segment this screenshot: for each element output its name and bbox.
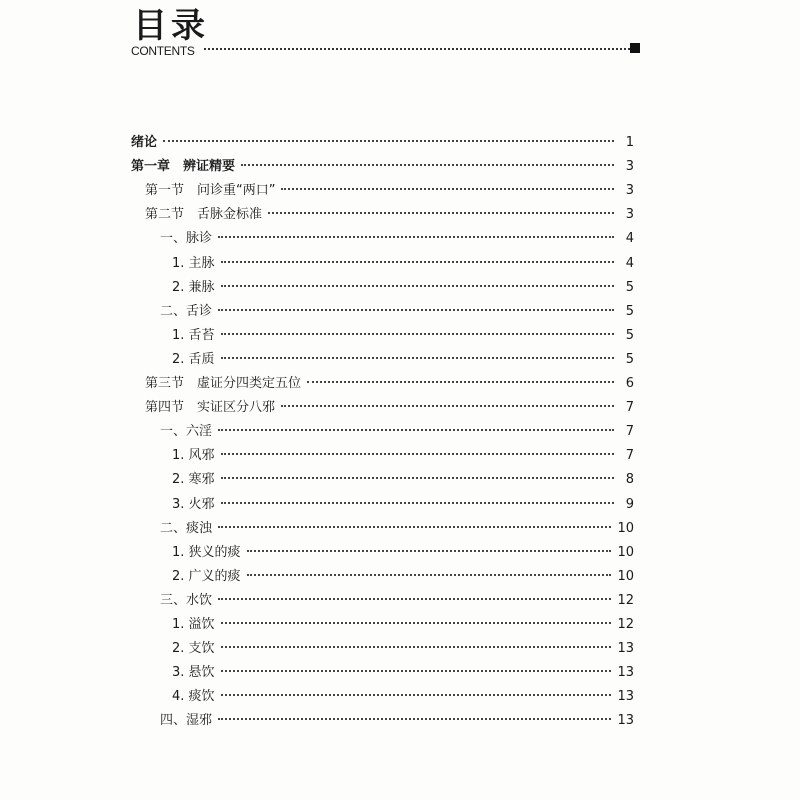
toc-dot-leader: [218, 718, 611, 720]
toc-entry-page: 13: [617, 689, 634, 705]
toc-entry[interactable]: [172, 348, 634, 372]
toc-dot-leader: [221, 453, 614, 455]
toc-dot-leader: [218, 526, 611, 528]
toc-entry-page: 13: [617, 665, 634, 681]
page-header: [0, 0, 800, 80]
toc-entry[interactable]: [131, 155, 634, 179]
toc-entry-label: 2. 舌质: [172, 351, 215, 367]
toc-entry-page: 4: [625, 231, 634, 247]
toc-dot-leader: [247, 574, 612, 576]
toc-entry-page: 10: [617, 520, 634, 536]
toc-entry-label: 第一节 问诊重“两口”: [145, 183, 276, 199]
toc-dot-leader: [221, 285, 614, 287]
toc-entry-page: 4: [625, 255, 634, 271]
toc-entry-page: 7: [625, 400, 634, 416]
toc-entry-page: 9: [625, 496, 634, 512]
toc-entry-label: 3. 悬饮: [172, 665, 215, 681]
toc-entry-page: 3: [625, 207, 634, 223]
toc-entry-page: 12: [617, 617, 634, 632]
toc-dot-leader: [281, 405, 614, 407]
toc-entry[interactable]: [131, 131, 634, 155]
toc-dot-leader: [218, 309, 614, 311]
toc-entry-label: 1. 舌苔: [172, 327, 215, 343]
toc-entry[interactable]: [145, 203, 634, 227]
header-dotted-rule: [204, 48, 630, 50]
page-title: 目录: [133, 6, 209, 46]
toc-entry[interactable]: [145, 372, 634, 396]
toc-entry-page: 5: [625, 279, 634, 295]
toc-entry-label: 第一章 辨证精要: [131, 159, 236, 175]
toc-entry[interactable]: [172, 252, 634, 276]
header-square-marker: [630, 43, 640, 53]
toc-entry[interactable]: [160, 300, 634, 324]
toc-entry-page: 10: [617, 544, 634, 560]
toc-entry-label: 四、湿邪: [160, 713, 213, 729]
toc-entry[interactable]: [145, 179, 634, 203]
toc-entry-label: 2. 寒邪: [172, 472, 215, 488]
toc-dot-leader: [281, 188, 614, 190]
toc-entry[interactable]: [172, 613, 634, 637]
toc-entry-page: 10: [617, 568, 634, 584]
toc-entry-page: 13: [617, 641, 634, 657]
toc-entry-label: 1. 狭义的痰: [172, 544, 241, 560]
toc-entry[interactable]: [172, 324, 634, 348]
toc-entry-label: 3. 火邪: [172, 496, 215, 512]
toc-dot-leader: [221, 333, 614, 335]
toc-dot-leader: [218, 429, 614, 431]
toc-entry-label: 三、水饮: [160, 592, 213, 608]
toc-entry-page: 6: [625, 376, 634, 391]
toc-entry[interactable]: [160, 589, 634, 613]
toc-entry-page: 1: [625, 135, 634, 150]
toc-entry-page: 8: [625, 472, 634, 488]
toc-entry-label: 一、六淫: [160, 424, 213, 440]
toc-entry[interactable]: [160, 709, 634, 733]
toc-entry[interactable]: [172, 541, 634, 565]
toc-dot-leader: [241, 164, 614, 166]
toc-dot-leader: [221, 502, 614, 504]
toc-entry-label: 第四节 实证区分八邪: [145, 400, 276, 416]
toc-dot-leader: [221, 694, 612, 696]
toc-entry-label: 4. 痰饮: [172, 689, 215, 705]
toc-entry[interactable]: [172, 661, 634, 685]
toc-entry-label: 一、脉诊: [160, 231, 213, 247]
toc-entry-page: 5: [625, 303, 634, 319]
toc-entry[interactable]: [172, 276, 634, 300]
page-subtitle: CONTENTS: [131, 44, 195, 58]
toc-entry[interactable]: [145, 396, 634, 420]
toc-entry[interactable]: [160, 420, 634, 444]
toc-dot-leader: [221, 357, 614, 359]
toc-dot-leader: [163, 140, 614, 142]
toc-entry[interactable]: [172, 685, 634, 709]
toc-entry[interactable]: [172, 444, 634, 468]
toc-entry-page: 5: [625, 351, 634, 367]
toc-dot-leader: [218, 236, 614, 238]
toc-entry-page: 12: [617, 592, 634, 608]
toc-entry-page: 13: [617, 713, 634, 729]
toc-entry-page: 5: [625, 327, 634, 343]
toc-entry[interactable]: [172, 468, 634, 492]
toc-dot-leader: [221, 670, 612, 672]
toc-entry-page: 3: [625, 183, 634, 199]
toc-dot-leader: [268, 212, 614, 214]
toc-entry-label: 二、舌诊: [160, 303, 213, 319]
toc-entry-label: 绪论: [131, 135, 158, 150]
toc-entry-page: 7: [625, 424, 634, 440]
toc-entry[interactable]: [160, 517, 634, 541]
toc-dot-leader: [221, 646, 612, 648]
toc-entry-page: 7: [625, 448, 634, 464]
toc-entry[interactable]: [172, 637, 634, 661]
toc-entry-page: 3: [625, 159, 634, 175]
toc-dot-leader: [221, 622, 612, 624]
toc-entry-label: 二、痰浊: [160, 520, 213, 536]
toc-entry-label: 2. 支饮: [172, 641, 215, 657]
toc-dot-leader: [218, 598, 611, 600]
toc-entry-label: 第三节 虚证分四类定五位: [145, 376, 302, 391]
toc-dot-leader: [221, 261, 614, 263]
toc-entry-label: 1. 主脉: [172, 255, 215, 271]
toc-entry[interactable]: [160, 227, 634, 251]
toc-entry-label: 第二节 舌脉金标准: [145, 207, 263, 223]
toc-dot-leader: [247, 550, 612, 552]
toc-entry-label: 2. 兼脉: [172, 279, 215, 295]
toc-entry[interactable]: [172, 493, 634, 517]
toc-dot-leader: [307, 381, 614, 383]
toc-dot-leader: [221, 477, 614, 479]
toc-entry-label: 2. 广义的痰: [172, 568, 241, 584]
toc-entry-label: 1. 溢饮: [172, 617, 215, 632]
toc-entry-label: 1. 风邪: [172, 448, 215, 464]
toc-entry[interactable]: [172, 565, 634, 589]
